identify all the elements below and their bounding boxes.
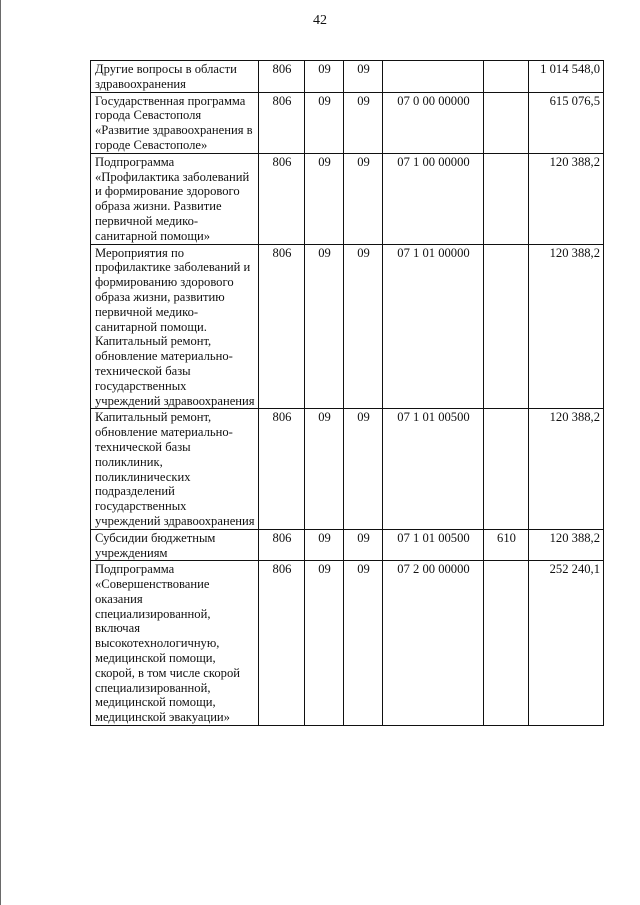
target-article-cell: 07 0 00 00000 (383, 92, 484, 153)
subsection-code-cell: 09 (344, 409, 383, 529)
section-code-cell: 09 (305, 61, 344, 93)
ministry-code-cell: 806 (259, 92, 305, 153)
table-row (91, 244, 604, 409)
expense-name-cell: Другие вопросы в области здравоохранения (91, 61, 259, 93)
ministry-code-cell: 806 (259, 409, 305, 529)
ministry-code-cell: 806 (259, 244, 305, 409)
table-row (91, 92, 604, 153)
expense-name-cell: Подпрограмма «Совершенствование оказания специализированной, включая высокотехнологичную, медицинской помощи, скорой, в том числе скорой специализированной, медицинской помощи, медицинской эвакуации» (91, 561, 259, 726)
section-code-cell: 09 (305, 244, 344, 409)
section-code-cell: 09 (305, 92, 344, 153)
section-code-cell: 09 (305, 409, 344, 529)
amount-cell: 1 014 548,0 (529, 61, 604, 93)
subsection-code-cell: 09 (344, 529, 383, 561)
target-article-cell (383, 61, 484, 93)
table-row (91, 61, 604, 93)
amount-cell: 120 388,2 (529, 244, 604, 409)
section-code-cell: 09 (305, 529, 344, 561)
table-row (91, 153, 604, 244)
expense-type-cell (484, 244, 529, 409)
ministry-code-cell: 806 (259, 61, 305, 93)
table-row (91, 561, 604, 726)
ministry-code-cell: 806 (259, 153, 305, 244)
ministry-code-cell: 806 (259, 561, 305, 726)
section-code-cell: 09 (305, 561, 344, 726)
expense-type-cell (484, 153, 529, 244)
table-row (91, 409, 604, 529)
target-article-cell: 07 2 00 00000 (383, 561, 484, 726)
amount-cell: 120 388,2 (529, 153, 604, 244)
budget-table (90, 60, 604, 726)
amount-cell: 120 388,2 (529, 409, 604, 529)
expense-name-cell: Государственная программа города Севастополя «Развитие здравоохранения в городе Севастополе» (91, 92, 259, 153)
ministry-code-cell: 806 (259, 529, 305, 561)
subsection-code-cell: 09 (344, 153, 383, 244)
target-article-cell: 07 1 00 00000 (383, 153, 484, 244)
expense-type-cell (484, 561, 529, 726)
expense-name-cell: Капитальный ремонт, обновление материально-технической базы поликлиник, поликлинических подразделений государственных учреждений здравоохранения (91, 409, 259, 529)
target-article-cell: 07 1 01 00000 (383, 244, 484, 409)
amount-cell: 120 388,2 (529, 529, 604, 561)
amount-cell: 252 240,1 (529, 561, 604, 726)
amount-cell: 615 076,5 (529, 92, 604, 153)
subsection-code-cell: 09 (344, 61, 383, 93)
target-article-cell: 07 1 01 00500 (383, 409, 484, 529)
expense-type-cell (484, 409, 529, 529)
target-article-cell: 07 1 01 00500 (383, 529, 484, 561)
page-number: 42 (313, 13, 327, 28)
expense-name-cell: Мероприятия по профилактике заболеваний и формированию здорового образа жизни, развитию первичной медико-санитарной помощи. Капитальный ремонт, обновление материально-технической базы государственных учреждений здравоохранения (91, 244, 259, 409)
table-row (91, 529, 604, 561)
expense-type-cell: 610 (484, 529, 529, 561)
expense-type-cell (484, 61, 529, 93)
subsection-code-cell: 09 (344, 561, 383, 726)
expense-name-cell: Подпрограмма «Профилактика заболеваний и формирование здорового образа жизни. Развитие первичной медико-санитарной помощи» (91, 153, 259, 244)
scan-edge-line (0, 0, 1, 905)
expense-name-cell: Субсидии бюджетным учреждениям (91, 529, 259, 561)
section-code-cell: 09 (305, 153, 344, 244)
subsection-code-cell: 09 (344, 244, 383, 409)
expense-type-cell (484, 92, 529, 153)
subsection-code-cell: 09 (344, 92, 383, 153)
